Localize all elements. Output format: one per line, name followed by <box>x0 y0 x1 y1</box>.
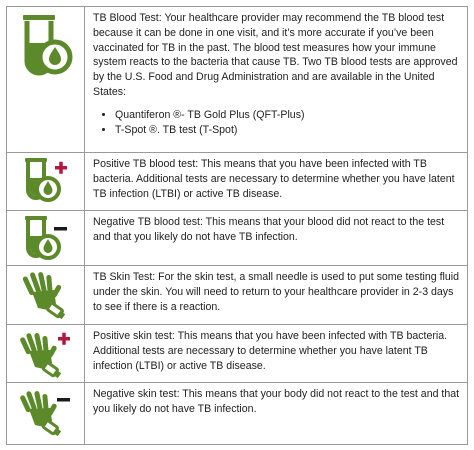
minus-icon <box>54 227 67 231</box>
skin-test-negative-icon <box>19 387 73 437</box>
table-row <box>7 266 467 325</box>
row-text: Positive TB blood test: This means that you have been infected with TB bacteria. Additional tests are necessary to determine whether you have latent TB infection (LTBI) or active TB disease. <box>93 158 455 200</box>
text-cell <box>85 7 467 152</box>
icon-cell <box>7 211 85 265</box>
minus-icon <box>57 398 70 402</box>
text-cell <box>85 325 467 382</box>
row-text: Positive skin test: This means that you have been infected with TB bacteria. Additional tests are necessary to determine whether you have latent TB infection (LTBI) or active TB disease. <box>93 330 448 372</box>
icon-cell <box>7 383 85 444</box>
row-text: Negative TB blood test: This means that your blood did not react to the test and that you likely do not have TB infection. <box>93 216 445 243</box>
icon-cell <box>7 325 85 382</box>
blood-test-tube-icon <box>17 13 75 79</box>
skin-test-positive-icon <box>19 329 73 379</box>
text-cell <box>85 266 467 324</box>
icon-cell <box>7 7 85 152</box>
text-cell <box>85 383 467 444</box>
table-row <box>7 383 467 444</box>
skin-test-hand-icon <box>20 270 72 320</box>
row-text: Negative skin test: This means that your body did not react to the test and that you likely do not have TB infection. <box>93 388 460 415</box>
blood-test-negative-icon <box>21 214 71 264</box>
list-item: • T-Spot ®. TB test (T-Spot) <box>115 123 461 138</box>
table-row <box>7 325 467 383</box>
text-cell <box>85 153 467 210</box>
row-text: TB Skin Test: For the skin test, a small needle is used to put some testing fluid under the skin. You will need to return to your healthcare provider in 2-3 days to see if there is a reaction. <box>93 271 460 313</box>
table-row <box>7 153 467 211</box>
text-cell <box>85 211 467 265</box>
blood-test-positive-icon <box>21 156 71 206</box>
list-item: • Quantiferon ®- TB Gold Plus (QFT-Plus) <box>115 108 461 123</box>
row-text: TB Blood Test: Your healthcare provider may recommend the TB blood test because it can be done in one visit, and it’s more accurate if you’ve been vaccinated for TB in the past. The blood test measures how your immune system reacts to the bacteria that cause TB. Two TB blood tests are approved by the U.S. Food and Drug Administration and are available in the United States: <box>93 12 458 98</box>
table-row <box>7 211 467 266</box>
bullet-list <box>93 108 461 138</box>
icon-cell <box>7 153 85 210</box>
table-row <box>7 7 467 153</box>
icon-cell <box>7 266 85 324</box>
tb-tests-table <box>6 6 468 445</box>
